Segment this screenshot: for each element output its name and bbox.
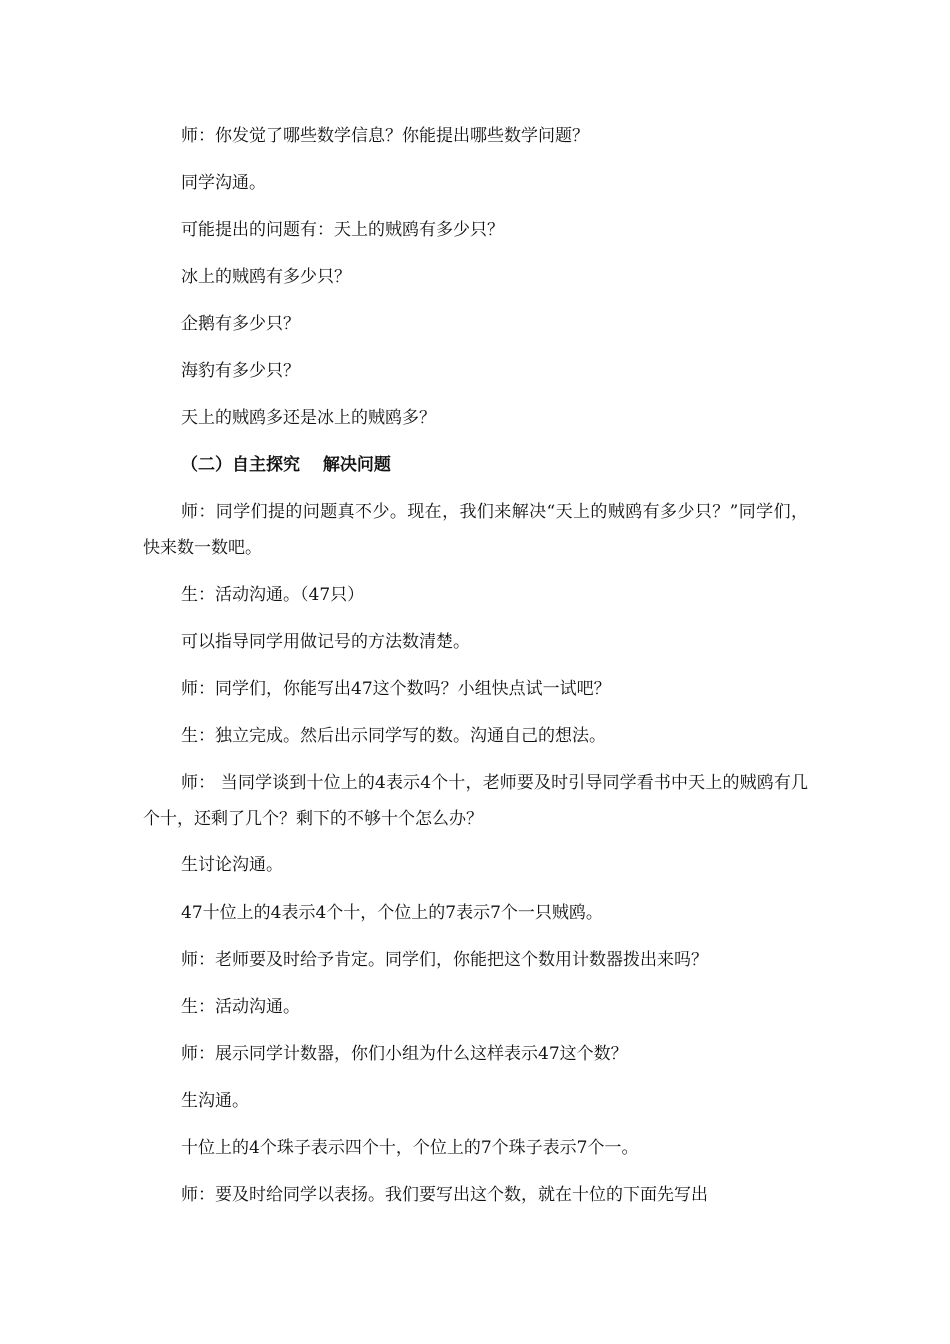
paragraph: 师：要及时给同学以表扬。我们要写出这个数，就在十位的下面先写出 xyxy=(181,1185,708,1205)
paragraph: 师：老师要及时给予肯定。同学们，你能把这个数用计数器拨出来吗？ xyxy=(181,950,708,970)
paragraph: 冰上的贼鸥有多少只？ xyxy=(181,267,351,287)
paragraph: 天上的贼鸥多还是冰上的贼鸥多？ xyxy=(181,408,436,428)
section-heading: （二）自主探究 解决问题 xyxy=(181,455,391,475)
paragraph: 海豹有多少只？ xyxy=(181,361,300,381)
paragraph: 生：活动沟通。（47只） xyxy=(181,585,365,605)
paragraph: 师：同学们，你能写出47这个数吗？小组快点试一试吧？ xyxy=(181,679,611,699)
paragraph: 企鹅有多少只？ xyxy=(181,314,300,334)
paragraph: 师：你发觉了哪些数学信息？你能提出哪些数学问题？ xyxy=(181,126,589,146)
paragraph: 生沟通。 xyxy=(181,1091,249,1111)
paragraph: 可能提出的问题有：天上的贼鸥有多少只？ xyxy=(181,220,504,240)
paragraph: 同学沟通。 xyxy=(181,173,266,193)
paragraph: 师：同学们提的问题真不少。现在，我们来解决“天上的贼鸥有多少只？”同学们，快来数一数吧。 xyxy=(143,502,808,558)
paragraph: 生讨论沟通。 xyxy=(181,855,283,875)
paragraph: 生：活动沟通。 xyxy=(181,997,300,1017)
paragraph: 47十位上的4表示4个十，个位上的7表示7个一只贼鸥。 xyxy=(181,903,603,923)
paragraph: 十位上的4个珠子表示四个十，个位上的7个珠子表示7个一。 xyxy=(181,1138,639,1158)
paragraph: 可以指导同学用做记号的方法数清楚。 xyxy=(181,632,470,652)
paragraph: 生：独立完成。然后出示同学写的数。沟通自己的想法。 xyxy=(181,726,606,746)
paragraph: 师：展示同学计数器，你们小组为什么这样表示47这个数？ xyxy=(181,1044,628,1064)
paragraph: 师： 当同学谈到十位上的4表示4个十，老师要及时引导同学看书中天上的贼鸥有几个十，还剩了几个？剩下的不够十个怎么办？ xyxy=(143,773,808,829)
